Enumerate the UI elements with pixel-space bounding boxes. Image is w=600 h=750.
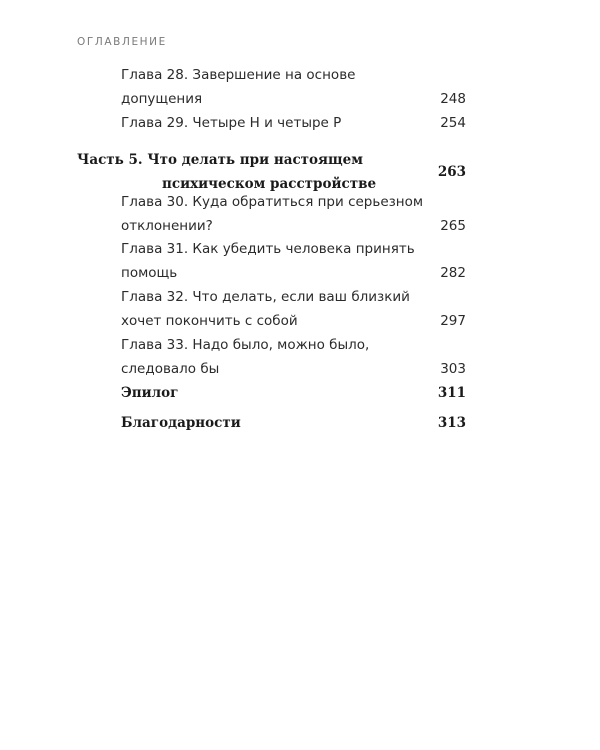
toc-entry-part-5 [77, 148, 466, 196]
toc-entry-chapter-31 [121, 237, 466, 285]
toc-entry-title-line: Глава 31. Как убедить человека принять [121, 241, 415, 257]
toc-entry-title-line: Эпилог [121, 385, 179, 401]
toc-entry-title-line: Глава 32. Что делать, если ваш близкий [121, 289, 410, 305]
toc-entry-epilogue [121, 381, 466, 405]
toc-entry-title-line: отклонении? [121, 218, 213, 234]
toc-page-number: 263 [437, 164, 466, 180]
toc-entry-chapter-30 [121, 190, 466, 238]
toc-page-number: 303 [440, 361, 466, 377]
toc-entry-title-line: следовало бы [121, 361, 220, 377]
toc-page-number: 311 [437, 385, 466, 401]
toc-entry-title-line: психическом расстройстве [162, 176, 377, 192]
toc-entry-chapter-33 [121, 333, 466, 381]
toc-entry-title-line: Глава 28. Завершение на основе [121, 67, 356, 83]
toc-entry-title-line: Глава 29. Четыре Н и четыре Р [121, 115, 342, 131]
toc-page-number: 313 [437, 415, 466, 431]
toc-entry-chapter-32 [121, 285, 466, 333]
toc-entry-chapter-28 [121, 63, 466, 111]
toc-entry-chapter-29 [121, 111, 466, 135]
toc-page-number: 297 [440, 313, 466, 329]
toc-entry-acknowledgements [121, 411, 466, 435]
toc-entry-title-line: хочет покончить с собой [121, 313, 298, 329]
toc-entry-title-line: Глава 33. Надо было, можно было, [121, 337, 370, 353]
running-head: ОГЛАВЛЕНИЕ [77, 36, 167, 48]
toc-page-number: 254 [440, 115, 466, 131]
toc-page-number: 248 [440, 91, 466, 107]
toc-entry-title-line: помощь [121, 265, 178, 281]
toc-entry-title-line: Благодарности [121, 415, 241, 431]
toc-page-number: 265 [440, 218, 466, 234]
toc-entry-title-line: допущения [121, 91, 203, 107]
toc-entry-title-line: Глава 30. Куда обратиться при серьезном [121, 194, 424, 210]
toc-entry-title-line: Часть 5. Что делать при настоящем [77, 152, 363, 168]
toc-page-number: 282 [440, 265, 466, 281]
